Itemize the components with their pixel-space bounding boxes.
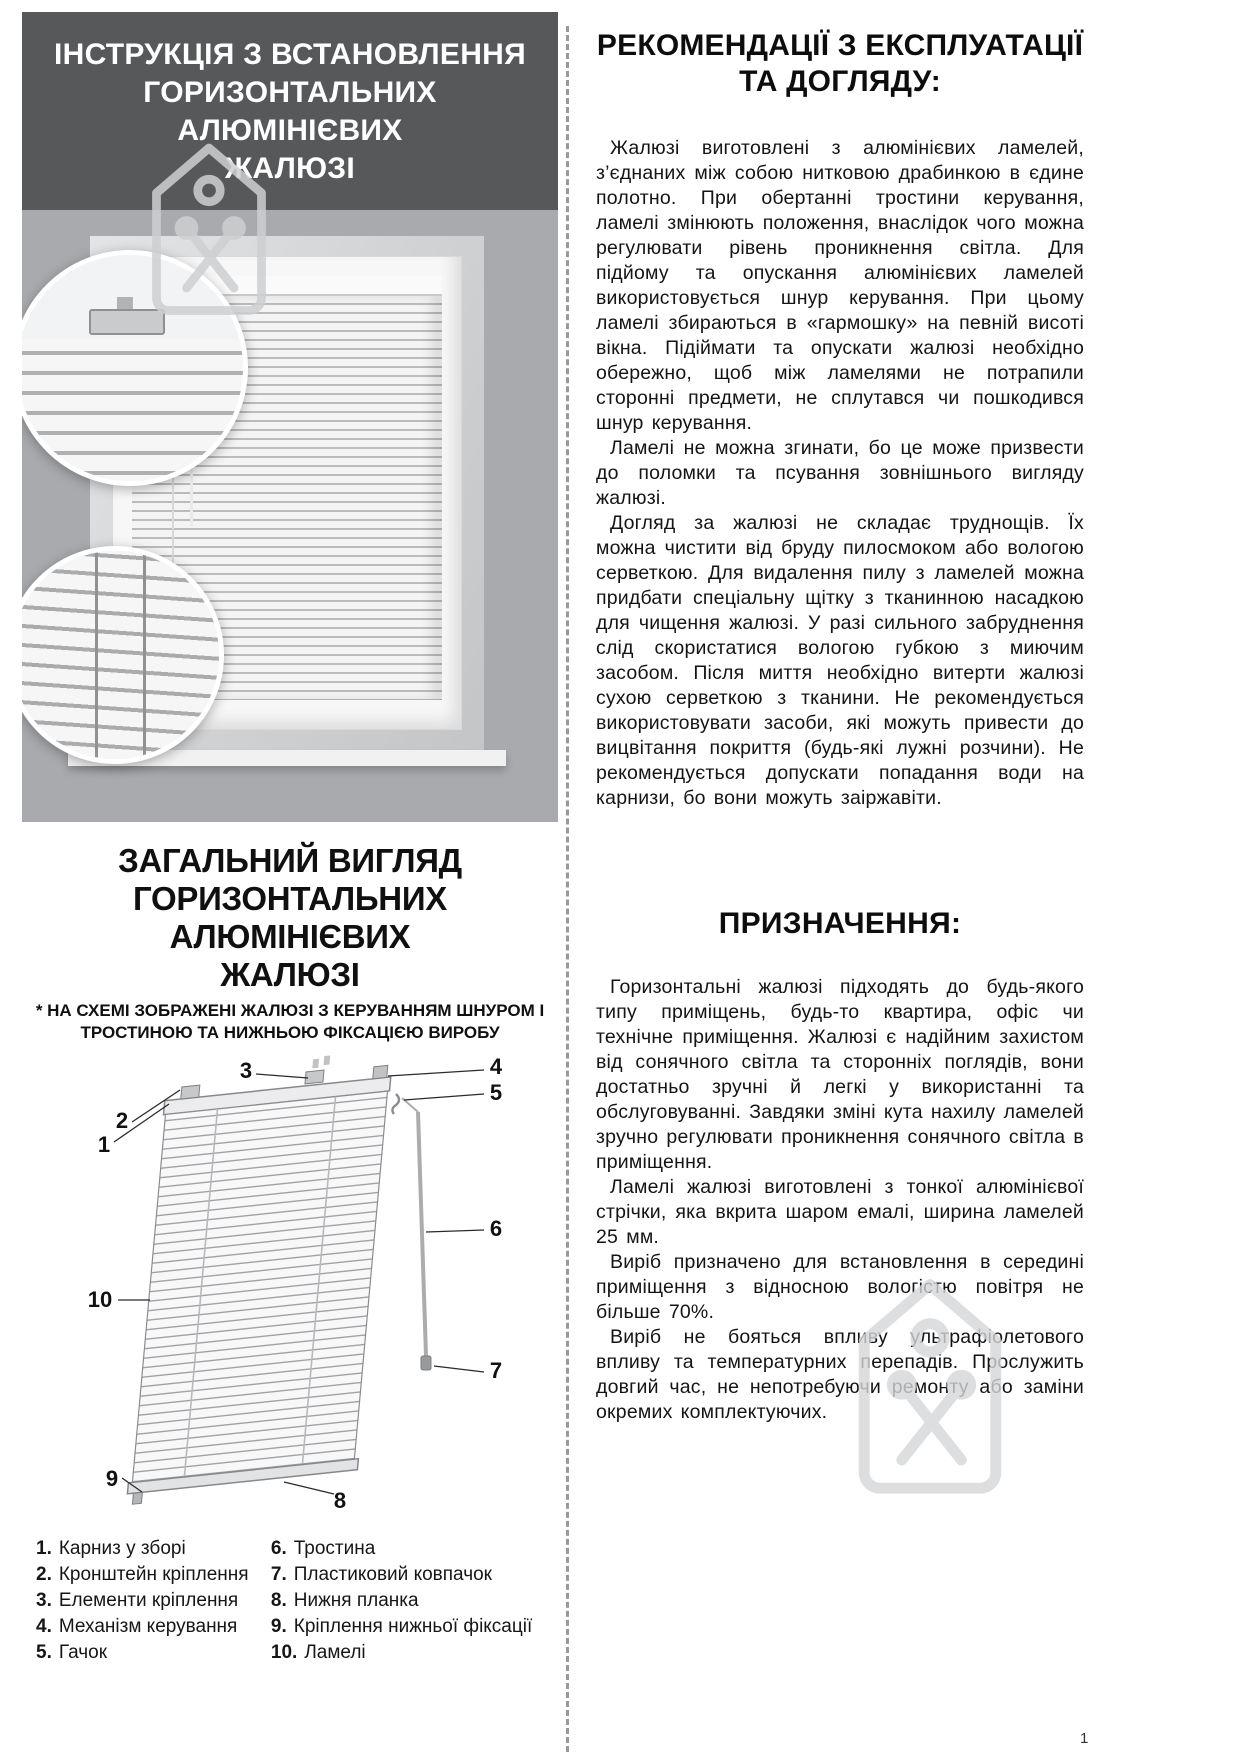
legend-item-label: Пластиковий ковпачок (293, 1564, 492, 1585)
ladder-cord (95, 551, 98, 759)
diagram-callout-number: 6 (489, 1216, 503, 1241)
detail-callout-bottom (22, 546, 224, 764)
diagram-leader-line (284, 1482, 334, 1494)
legend-item-number: 8. (270, 1590, 287, 1611)
legend-item-number: 7. (270, 1564, 287, 1585)
overview-note (22, 1000, 558, 1044)
overview-title-line: ЖАЛЮЗІ (220, 956, 360, 993)
diagram-callout-number: 8 (333, 1488, 347, 1513)
diagram-bottom-fixation (132, 1492, 142, 1504)
purpose-paragraph: Ламелі жалюзі виготовлені з тонкої алюмінієвої стрічки, яка вкрита шаром емалі, ширина ламелей 25 мм. (596, 1176, 1084, 1248)
diagram-screw (312, 1059, 319, 1069)
header-line: ІНСТРУКЦІЯ З ВСТАНОВЛЕННЯ (53, 38, 527, 71)
legend-item (36, 1588, 271, 1614)
legend-item-number: 1. (36, 1538, 52, 1559)
legend-item-label: Кронштейн кріплення (58, 1564, 249, 1585)
legend-item-label: Нижня планка (293, 1590, 419, 1611)
legend-item (271, 1588, 558, 1614)
care-title-line: РЕКОМЕНДАЦІЇ З ЕКСПЛУАТАЦІЇ (596, 29, 1084, 62)
diagram-callout-number: 7 (489, 1358, 503, 1383)
purpose-paragraph: Виріб призначено для встановлення в середині приміщення з відносною вологістю повітря не більше 70%. (596, 1251, 1084, 1323)
care-title (596, 28, 1084, 100)
diagram-callout-number: 3 (239, 1058, 253, 1083)
product-photo (22, 210, 558, 822)
legend-item (36, 1614, 271, 1640)
slats-closeup (22, 255, 243, 481)
overview-note-line: ТРОСТИНОЮ ТА НИЖНЬОЮ ФІКСАЦІЄЮ ВИРОБУ (80, 1023, 500, 1042)
blinds-diagram-svg (22, 1050, 558, 1528)
overview-note-line: * НА СХЕМІ ЗОБРАЖЕНІ ЖАЛЮЗІ З КЕРУВАННЯМ ШНУРОМ І (35, 1001, 545, 1020)
instruction-header (22, 12, 558, 210)
legend-item-label: Механізм керування (58, 1616, 238, 1637)
diagram-slats (132, 1091, 387, 1482)
care-title-line: ТА ДОГЛЯДУ: (739, 65, 941, 98)
diagram-leader-line (426, 1230, 484, 1232)
purpose-paragraph: Виріб не бояться впливу ультрафіолетового впливу та температурних перепадів. Прослужить довгий час, не непотребуючи ремонту або заміни окремих комплектуючих. (596, 1326, 1084, 1423)
legend-item (36, 1562, 271, 1588)
legend-item (271, 1640, 558, 1666)
care-paragraph: Догляд за жалюзі не складає труднощів. Їх можна чистити від бруду пилосмоком або вологою серветкою. Для видалення пилу з ламелей можна придбати спеціальну щітку з тканинною насадкою для чищення жалюзі. У разі сильного забруднення слід скористатися вологою губкою з миючим засобом. Після миття необхідно витерти жалюзі сухою серветкою з тканини. Не рекомендується використовувати засоби, які можуть привести до вицвітання покриття (будь-які лужні розчини). Не рекомендується допускати попадання води на карнизи, бо вони можуть заіржавіти. (596, 512, 1084, 809)
legend-item-label: Елементи кріплення (58, 1590, 239, 1611)
overview-title (22, 842, 558, 994)
legend-item (271, 1536, 558, 1562)
diagram-callout-number: 4 (489, 1054, 503, 1079)
legend-item-number: 3. (36, 1590, 52, 1611)
parts-legend (22, 1536, 558, 1666)
diagram-wand (418, 1112, 426, 1356)
left-column (22, 12, 558, 1666)
diagram-callout-number: 1 (97, 1132, 111, 1157)
legend-item-label: Гачок (58, 1642, 108, 1663)
diagram-leader-line (404, 1094, 484, 1100)
legend-item-number: 2. (36, 1564, 52, 1585)
legend-column-left (36, 1536, 271, 1666)
legend-item-number: 5. (36, 1642, 52, 1663)
legend-item-number: 6. (270, 1538, 287, 1559)
diagram-leader-line (388, 1070, 484, 1076)
legend-column-right (271, 1536, 558, 1666)
slats-closeup (22, 546, 224, 764)
diagram-plastic-cap (421, 1356, 431, 1370)
diagram-fixing-elements (305, 1070, 324, 1084)
diagram-screw (323, 1056, 330, 1066)
legend-item (271, 1562, 558, 1588)
column-divider (566, 26, 569, 1752)
diagram-wand-group (392, 1094, 431, 1370)
care-paragraph: Ламелі не можна згинати, бо це може призвести до поломки та псування зовнішнього вигляду жалюзі. (596, 437, 1084, 509)
legend-item (271, 1614, 558, 1640)
legend-item-label: Ламелі (304, 1642, 366, 1663)
legend-item-number: 4. (36, 1616, 52, 1637)
diagram-callout-number: 10 (87, 1287, 113, 1312)
header-line: ЖАЛЮЗІ (224, 152, 356, 185)
diagram-leader-line (434, 1366, 484, 1372)
detail-callout-top (22, 250, 248, 486)
purpose-title: ПРИЗНАЧЕННЯ: (718, 907, 962, 940)
diagram-callout-number: 9 (105, 1466, 119, 1491)
diagram-blind-body (126, 1050, 395, 1505)
page-number: 1 (1080, 1730, 1089, 1747)
legend-item-number: 9. (270, 1616, 287, 1637)
care-paragraph: Жалюзі виготовлені з алюмінієвих ламелей, з’єднаних між собою нитковою драбинкою в єдине полотно. При обертанні тростини керування, ламелі змінюють положення, внаслідок чого можна регулювати рівень проникнення світла. Для підйому та опускання алюмінієвих ламелей використовується шнур керування. При цьому ламелі збираються в «гармошку» на певній висоті вікна. Підіймати та опускати жалюзі необхідно обережно, щоб між ламелями не потрапили сторонні предмети, не сплутався чи пошкодився шнур керування. (596, 137, 1084, 434)
ladder-cord (143, 551, 146, 759)
bracket-detail (89, 309, 165, 335)
legend-item-label: Кріплення нижньої фіксації (293, 1616, 533, 1637)
legend-item (36, 1640, 271, 1666)
diagram-hook (392, 1094, 399, 1114)
purpose-paragraph: Горизонтальні жалюзі підходять до будь-якого типу приміщень, будь-то квартира, офіс чи технічне приміщення. Жалюзі є надійним захистом від сонячного світла та сторонніх поглядів, вони достатньо зручні й легкі у використанні та обслуговуванні. Завдяки зміні кута нахилу ламелей зручно регулювати проникнення сонячного світла в приміщення. (596, 976, 1084, 1173)
overview-title-line: ЗАГАЛЬНИЙ ВИГЛЯД (118, 842, 462, 879)
diagram-leader-line (256, 1074, 308, 1078)
right-column (596, 28, 1084, 1425)
legend-item-label: Тростина (293, 1538, 376, 1559)
overview-title-line: ГОРИЗОНТАЛЬНИХ АЛЮМІНІЄВИХ (133, 880, 447, 955)
diagram-control-mechanism (373, 1065, 388, 1078)
blinds-diagram (22, 1050, 558, 1528)
legend-item-label: Карниз у зборі (58, 1538, 186, 1559)
legend-item-number: 10. (270, 1642, 298, 1663)
diagram-callout-number: 2 (115, 1108, 129, 1133)
diagram-callout-number: 5 (489, 1080, 503, 1105)
header-line: ГОРИЗОНТАЛЬНИХ АЛЮМІНІЄВИХ (143, 76, 437, 147)
legend-item (36, 1536, 271, 1562)
diagram-bracket (181, 1085, 200, 1099)
